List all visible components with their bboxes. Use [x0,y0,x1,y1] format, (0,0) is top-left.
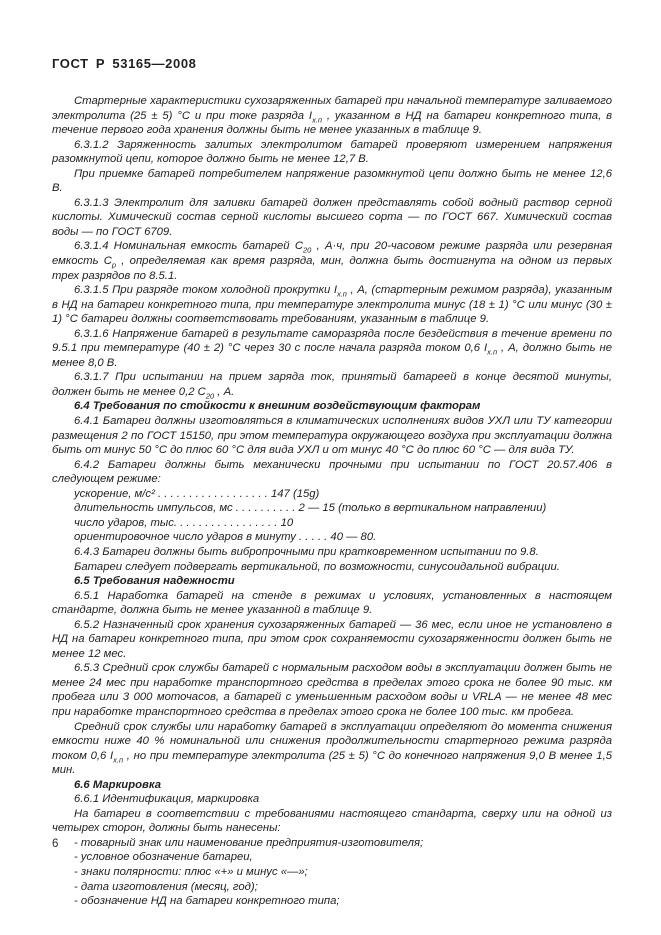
document-body [52,94,612,909]
text-run: - условное обозначение батареи, [74,851,253,864]
section-heading [52,778,612,793]
text-run: 6.4.3 Батареи должны быть вибропрочными при кратковременном испытании по 9.8. [74,545,539,558]
paragraph [52,283,612,327]
spec-line [52,501,612,516]
text-run: - дата изготовления (месяц, год); [74,880,258,893]
text-run: ускорение, м/с² . . . . . . . . . . . . . . . . . . 147 (15g) [74,487,320,500]
text-run: Батареи следует подвергать вертикальной, по возможности, синусоидальной вибрации. [74,560,560,573]
spec-line [52,530,612,545]
paragraph [52,138,612,167]
text-run: Стартерные характеристики сухозаряженных батарей при начальной температуре заливаемого электролита (25 ± 5) °С и при токе разряда I [52,95,612,122]
paragraph [52,239,612,283]
page-number: 6 [52,838,59,850]
list-item [52,836,612,851]
section-heading [52,574,612,589]
spec-line [52,516,612,531]
text-run: 6.5.1 Наработка батарей на стенде в режимах и условиях, установленных в настоящем стандарте, должна быть не менее указанной в таблице 9. [52,589,612,617]
text-run: 6.3.1.7 При испытании на прием заряда ток, принятый батареей в конце десятой минуты, должен быть не менее 0,2 С [52,371,612,398]
subscript-text: 20 [205,391,215,401]
text-run: 6.3.1.6 Напряжение батарей в результате саморазряда после бездействия в течение времени по 9.5.1 при температуре (40 ± 2) °С через 30 с после начала разряда током 0,6 I [52,327,612,355]
text-run: , А·ч, при 20-часовом режиме разряда или резервная емкость С [52,240,612,268]
subscript-text: х.п [312,114,323,124]
text-run: , А, должно быть не менее 8,0 В. [52,342,613,369]
text-run: 6.3.1.4 Номинальная емкость батарей С [74,240,303,253]
text-run: 6.6.1 Идентификация, маркировка [74,793,260,806]
list-item [52,850,612,865]
paragraph [52,807,612,836]
paragraph [52,414,612,458]
section-heading [52,399,612,414]
text-run: 6.3.1.5 При разряде током холодной прокрутки I [74,284,337,297]
paragraph [52,720,612,778]
paragraph [52,661,612,719]
paragraph [52,560,612,575]
text-run: 6.4.2 Батареи должны быть механически прочными при испытании по ГОСТ 20.57.406 в следующем режиме: [52,458,612,486]
text-run: 6.6 Маркировка [74,778,161,791]
text-run: 6.5.2 Назначенный срок хранения сухозаряженных батарей — 36 мес, если иное не установлено в НД на батареи конкретного типа, при этом срок сохраняемости сухозаряженности должен быть не менее 12 мес. [52,618,612,660]
list-item [52,880,612,895]
text-run: 6.4.1 Батареи должны изготовляться в климатических исполнениях видов УХЛ или ТУ категории размещения 2 по ГОСТ 15150, при этом температура окружающего воздуха при эксплуатации должна быть от минус 50 °С до плюс 60 °С для вида УХЛ и от минус 40 °С до плюс 60 °С — для вида ТУ. [52,415,612,457]
text-run: , А. [214,385,235,398]
text-run: , А, (стартерным режимом разряда), указанным в НД на батареи конкретного типа, при температуре электролита минус (18 ± 1) °С или минус (30 ± 1) °С батареи должны соответствовать требованиям, указанным в таблице 9. [52,284,612,326]
paragraph [52,458,612,487]
paragraph [52,792,612,807]
paragraph [52,167,612,196]
text-run: , но при температуре электролита (25 ± 5) °С до конечного напряжения 9,0 В менее 1,5 мин. [52,749,612,777]
text-run: - обозначение НД на батареи конкретного типа; [74,895,340,908]
text-run: - товарный знак или наименование предприятия-изготовителя; [74,836,424,849]
subscript-text: 20 [303,245,312,255]
text-run: - знаки полярности: плюс «+» и минус «—»; [74,865,308,878]
text-run: число ударов, тыс. . . . . . . . . . . . . . . . . 10 [74,516,294,529]
text-run: длительность импульсов, мс . . . . . . . . . . 2 — 15 (только в вертикальном направлении) [74,502,547,515]
text-run: Средний срок службы или наработку батарей в эксплуатации определяют до момента снижения емкости ниже 40 % номинальной или снижения продолжительности стартерного режима разряда током 0,6 I [52,720,612,762]
subscript-text: р [111,260,117,270]
text-run: 6.4 Требования по стойкости к внешним воздействующим факторам [74,400,481,413]
text-run: 6.3.1.2 Заряженность залитых электролитом батарей проверяют измерением напряжения разомкнутой цепи, которое должно быть не менее 12,7 В. [52,138,612,166]
text-run: ориентировочное число ударов в минуту . . . . . 40 — 80. [74,531,377,544]
spec-line [52,487,612,502]
text-run: На батареи в соответствии с требованиями настоящего стандарта, сверху или на одной из четырех сторон, должны быть нанесены: [52,807,612,835]
text-run: 6.3.1.3 Электролит для заливки батарей должен представлять собой водный раствор серной кислоты. Химический состав серной кислоты высшего сорта — по ГОСТ 667. Химический состав воды — по ГОСТ 6709. [52,196,612,238]
subscript-text: х.п [487,347,498,357]
text-run: , указанном в НД на батареи конкретного типа, в течение первого года хранения должны быть не менее указанных в таблице 9. [52,109,612,137]
subscript-text: х.п [113,754,124,764]
text-run: При приемке батарей потребителем напряжение разомкнутой цепи должно быть не менее 12,6 В. [52,167,612,195]
text-run: 6.5 Требования надежности [74,575,235,588]
paragraph [52,545,612,560]
page-header: ГОСТ Р 53165—2008 [52,56,197,71]
list-item [52,865,612,880]
paragraph [52,370,612,399]
paragraph [52,618,612,662]
paragraph [52,327,612,371]
text-run: 6.5.3 Средний срок службы батарей с нормальным расходом воды в эксплуатации должен быть не менее 24 мес при наработке транспортного средства в пределах этого срока не более 90 тыс. км пробега или 3 000 моточасов, а батарей с уменьшенным расходом воды и VRLA — не менее 48 мес при наработке транспортного средства в пределах этого срока не более 100 тыс. км пробега. [52,662,612,718]
text-run: , определяемая как время разряда, мин, должна быть достигнута на одном из первых трех разрядов по 8.5.1. [52,255,612,282]
subscript-text: х.п [336,289,347,299]
paragraph [52,589,612,618]
paragraph [52,196,612,240]
list-item [52,894,612,909]
paragraph [52,94,612,138]
